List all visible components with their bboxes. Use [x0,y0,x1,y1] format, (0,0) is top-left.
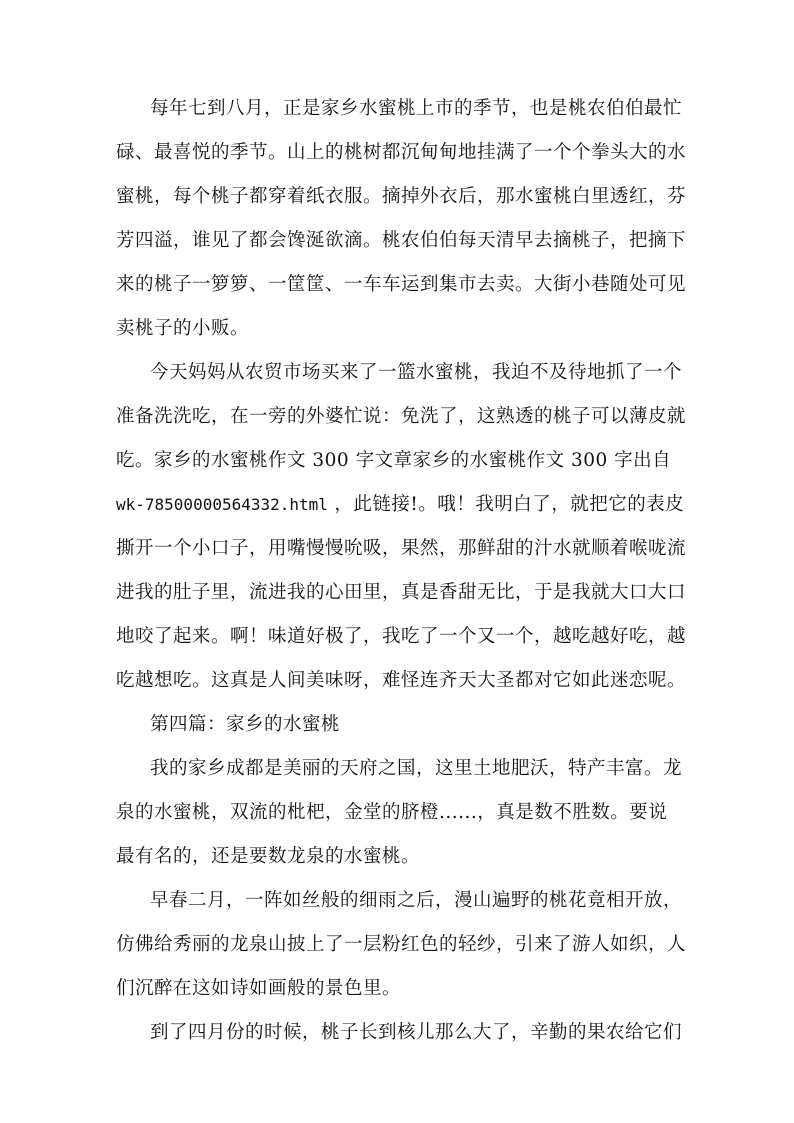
article-link-text: wk-78500000564332.html [116,495,328,514]
paragraph-2-line-4-text: ，此链接!。哦！我明白了，就把它的表皮 [334,494,685,515]
paragraph-1-line-1: 每年七到八月，正是家乡水蜜桃上市的季节，也是桃农伯伯最忙 [150,98,683,119]
paragraph-3-line-2: 泉的水蜜桃，双流的枇杷，金堂的脐橙......，真是数不胜数。要说 [116,802,668,823]
paragraph-3-line-1: 我的家乡成都是美丽的天府之国，这里土地肥沃，特产丰富。龙 [150,758,683,779]
paragraph-2-line-1: 今天妈妈从农贸市场买来了一篮水蜜桃，我迫不及待地抓了一个 [150,362,683,383]
paragraph-1-line-6: 卖桃子的小贩。 [116,318,250,339]
paragraph-1-line-3: 蜜桃，每个桃子都穿着纸衣服。摘掉外衣后，那水蜜桃白里透红，芬 [116,186,687,207]
paragraph-4-line-2: 仿佛给秀丽的龙泉山披上了一层粉红色的轻纱，引来了游人如织，人 [116,934,687,955]
paragraph-4-line-3: 们沉醉在这如诗如画般的景色里。 [116,978,402,999]
paragraph-2-line-4 [116,483,716,527]
paragraph-5-line-1: 到了四月份的时候，桃子长到核儿那么大了，辛勤的果农给它们 [150,1022,683,1043]
paragraph-2-line-8: 吃越想吃。这真是人间美味呀，难怪连齐天大圣都对它如此迷恋呢。 [116,670,687,691]
paragraph-2-line-5: 撕开一个小口子，用嘴慢慢吮吸，果然，那鲜甜的汁水就顺着喉咙流 [116,538,687,559]
paragraph-1-line-2: 碌、最喜悦的季节。山上的桃树都沉甸甸地挂满了一个个拳头大的水 [116,142,687,163]
paragraph-2-line-3: 吃。家乡的水蜜桃作文 300 字文章家乡的水蜜桃作文 300 字出自 [116,450,672,471]
paragraph-1-line-5: 来的桃子一箩箩、一筐筐、一车车运到集市去卖。大街小巷随处可见 [116,274,687,295]
paragraph-2-line-7: 地咬了起来。啊！味道好极了，我吃了一个又一个，越吃越好吃，越 [116,626,687,647]
section-heading: 第四篇：家乡的水蜜桃 [150,714,341,735]
paragraph-2-line-2: 准备洗洗吃，在一旁的外婆忙说：免洗了，这熟透的桃子可以薄皮就 [116,406,687,427]
paragraph-3-line-3: 最有名的，还是要数龙泉的水蜜桃。 [116,846,421,867]
paragraph-1-line-4: 芳四溢，谁见了都会馋涎欲滴。桃农伯伯每天清早去摘桃子，把摘下 [116,230,687,251]
paragraph-2-line-6: 进我的肚子里，流进我的心田里，真是香甜无比，于是我就大口大口 [116,582,687,603]
paragraph-4-line-1: 早春二月，一阵如丝般的细雨之后，漫山遍野的桃花竟相开放， [150,890,683,911]
